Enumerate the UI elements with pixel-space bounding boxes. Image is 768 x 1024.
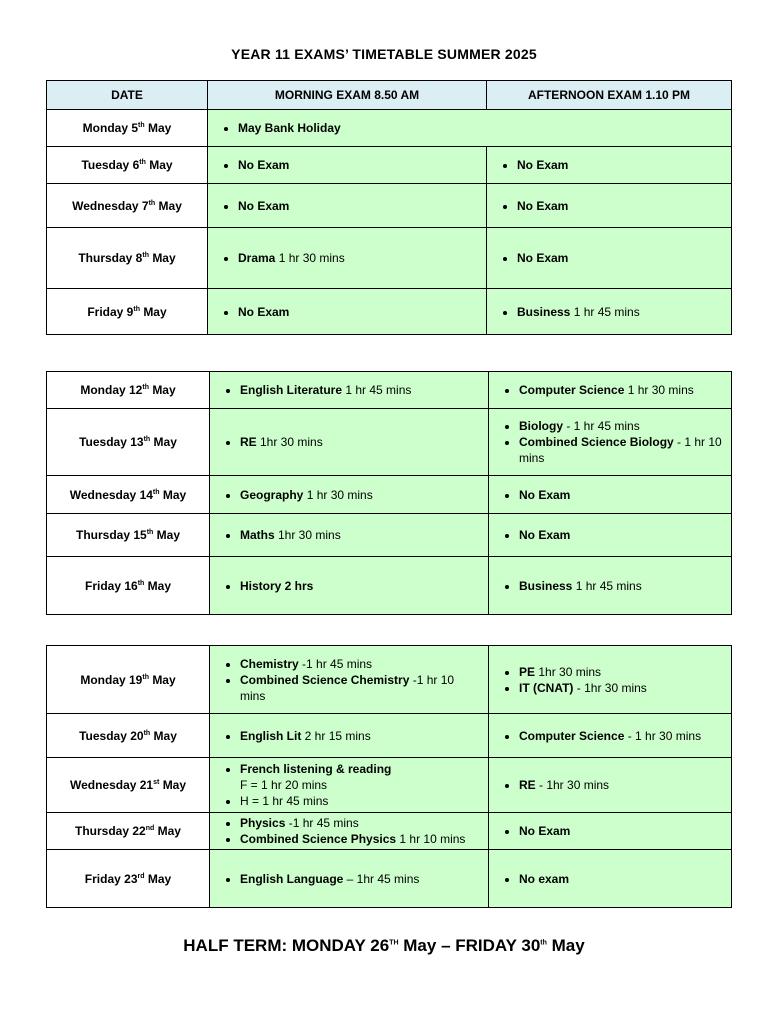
month-label: May <box>157 824 181 838</box>
morning-cell <box>210 557 489 615</box>
month-label: May <box>162 778 187 792</box>
day-label: Tuesday 20 <box>79 728 144 743</box>
timetable-row <box>47 289 732 335</box>
exam-entry <box>240 815 480 831</box>
exam-entry <box>519 527 723 543</box>
date-cell <box>47 813 210 850</box>
subject: Business <box>519 578 573 593</box>
day-suffix: th <box>152 488 160 496</box>
exam-entry <box>238 250 478 266</box>
morning-cell <box>208 289 487 335</box>
morning-cell <box>210 758 489 813</box>
timetable-row <box>47 110 732 147</box>
day-suffix: nd <box>145 825 155 832</box>
half-term-note: HALF TERM: MONDAY 26TH May – FRIDAY 30th May <box>183 936 585 955</box>
exam-entry <box>519 728 723 744</box>
subject: No Exam <box>519 528 571 542</box>
morning-header: MORNING EXAM 8.50 AM <box>208 81 487 110</box>
week-3-table <box>46 645 732 908</box>
day-suffix: th <box>137 579 145 587</box>
exam-list <box>495 157 723 173</box>
day-label: Monday 19 <box>80 672 143 687</box>
morning-cell <box>210 476 489 514</box>
day-label: Wednesday 14 <box>69 487 153 502</box>
exam-list <box>495 250 723 266</box>
timetable-row <box>47 228 732 289</box>
date-cell <box>47 646 210 714</box>
afternoon-cell <box>487 228 732 289</box>
afternoon-cell <box>487 289 732 335</box>
exam-list <box>216 304 478 320</box>
month-label: May <box>152 251 176 265</box>
exam-entry <box>240 672 480 704</box>
subject: Physics <box>240 816 286 830</box>
exam-entry <box>240 434 480 450</box>
day-suffix: th <box>146 529 154 536</box>
exam-list <box>216 250 478 266</box>
date-cell <box>47 557 210 615</box>
timetable-row <box>47 758 732 813</box>
day-suffix: th <box>142 673 149 681</box>
duration: – 1hr 45 mins <box>343 871 420 886</box>
day-label: Tuesday 13 <box>79 435 144 449</box>
week-1-table <box>46 80 732 335</box>
day-suffix: st <box>153 779 160 786</box>
subject: No Exam <box>517 198 569 213</box>
day-label: Monday 12 <box>80 383 143 397</box>
day-label: Thursday 8 <box>78 251 143 265</box>
date-cell <box>47 372 210 409</box>
subject: English Literature <box>240 383 343 397</box>
day-suffix: th <box>142 252 149 259</box>
subject: No Exam <box>238 158 290 172</box>
morning-cell <box>208 147 487 184</box>
exam-entry <box>238 304 478 320</box>
exam-list <box>497 418 723 466</box>
duration: 1 hr 45 mins <box>570 304 640 319</box>
exam-list <box>495 198 723 214</box>
subject: May Bank Holiday <box>238 121 341 135</box>
afternoon-cell <box>489 714 732 758</box>
subject: English Language <box>240 871 344 886</box>
day-label: Friday 23 <box>84 871 138 886</box>
exam-entry <box>240 728 480 744</box>
timetable-row <box>47 476 732 514</box>
exam-entry <box>240 831 480 847</box>
exam-entry <box>519 680 723 696</box>
month-label: May <box>153 435 177 449</box>
month-label: May <box>147 871 172 886</box>
date-cell <box>47 110 208 147</box>
exam-list <box>216 120 723 136</box>
date-cell <box>47 289 208 335</box>
exam-entry <box>240 578 480 594</box>
duration: 1 hr 30 mins <box>275 251 345 265</box>
exam-list <box>218 728 480 744</box>
exam-list <box>216 198 478 214</box>
month-label: May <box>143 304 167 319</box>
duration: - 1 hr 45 mins <box>563 419 640 433</box>
day-suffix: th <box>143 729 151 737</box>
exam-entry <box>240 793 480 809</box>
exam-entry <box>519 578 723 594</box>
exam-entry <box>519 664 723 680</box>
day-suffix: rd <box>137 872 145 880</box>
subject: Geography <box>240 487 304 502</box>
exam-entry <box>517 250 723 266</box>
duration: - 1hr 30 mins <box>573 680 647 695</box>
subject: No exam <box>519 871 570 886</box>
afternoon-cell <box>489 409 732 476</box>
exam-list <box>218 761 480 809</box>
subject: French listening & reading <box>240 762 392 776</box>
day-label: Friday 9 <box>87 304 134 319</box>
timetable-row <box>47 714 732 758</box>
morning-cell <box>210 813 489 850</box>
month-label: May <box>153 728 177 743</box>
exam-list <box>497 487 723 503</box>
afternoon-cell <box>489 557 732 615</box>
afternoon-cell <box>489 758 732 813</box>
exam-entry <box>517 198 723 214</box>
afternoon-cell <box>489 372 732 409</box>
subject: PE <box>519 664 536 679</box>
exam-entry <box>240 871 480 887</box>
subject: History 2 hrs <box>240 578 314 593</box>
day-label: Wednesday 21 <box>69 778 154 792</box>
day-suffix: th <box>139 159 146 166</box>
subject: No Exam <box>517 158 569 172</box>
afternoon-cell <box>489 514 732 557</box>
exam-list <box>218 487 480 503</box>
duration: - 1 hr 30 mins <box>624 728 702 743</box>
date-header: DATE <box>47 81 208 110</box>
timetable-row <box>47 147 732 184</box>
timetable-row <box>47 184 732 228</box>
duration: 1 hr 10 mins <box>396 832 466 846</box>
day-suffix: th <box>142 384 149 391</box>
exam-list <box>218 578 480 594</box>
day-suffix: th <box>148 199 156 207</box>
exam-list <box>218 382 480 398</box>
month-label: May <box>152 672 176 687</box>
date-cell <box>47 758 210 813</box>
month-label: May <box>162 487 187 502</box>
timetable-row <box>47 514 732 557</box>
morning-cell <box>210 714 489 758</box>
day-suffix: th <box>138 122 145 129</box>
exam-entry <box>519 487 723 503</box>
exam-entry <box>240 761 480 793</box>
duration: H = 1 hr 45 mins <box>240 794 329 808</box>
date-cell <box>47 714 210 758</box>
duration: 1hr 30 mins <box>535 664 602 679</box>
subject: No Exam <box>517 251 569 265</box>
exam-list <box>497 382 723 398</box>
exam-list <box>497 728 723 744</box>
afternoon-cell <box>489 646 732 714</box>
date-cell <box>47 476 210 514</box>
exam-list <box>218 871 480 887</box>
subject: Computer Science <box>519 383 625 397</box>
exam-entry <box>517 304 723 320</box>
subject: RE <box>240 435 257 449</box>
duration: 1hr 30 mins <box>256 435 323 449</box>
duration: 1hr 30 mins <box>274 528 341 542</box>
day-label: Tuesday 6 <box>81 158 140 172</box>
subject: No Exam <box>238 198 290 213</box>
month-label: May <box>158 198 182 213</box>
exam-entry <box>238 157 478 173</box>
exam-list <box>495 304 723 320</box>
subject: Combined Science Chemistry <box>240 672 410 687</box>
timetable-row <box>47 813 732 850</box>
timetable-row <box>47 646 732 714</box>
duration: 1 hr 45 mins <box>572 578 642 593</box>
duration: 1 hr 45 mins <box>342 383 412 397</box>
exam-entry <box>240 382 480 398</box>
exam-entry <box>240 527 480 543</box>
morning-cell <box>210 646 489 714</box>
duration: -1 hr 45 mins <box>285 816 359 830</box>
subject: No Exam <box>519 487 571 502</box>
timetable-row <box>47 372 732 409</box>
morning-cell <box>210 372 489 409</box>
month-label: May <box>149 158 173 172</box>
subject: No Exam <box>519 824 571 838</box>
day-label: Thursday 22 <box>75 824 146 838</box>
afternoon-cell <box>489 813 732 850</box>
exam-list <box>497 578 723 594</box>
subject: No Exam <box>238 304 290 319</box>
duration: F = 1 hr 20 mins <box>240 778 328 792</box>
month-label: May <box>156 528 180 542</box>
day-suffix: th <box>133 305 140 313</box>
date-cell <box>47 514 210 557</box>
exam-list <box>218 527 480 543</box>
exam-entry <box>519 823 723 839</box>
month-label: May <box>147 578 171 593</box>
subject: Chemistry <box>240 656 299 671</box>
subject: Combined Science Physics <box>240 832 397 846</box>
afternoon-cell <box>487 184 732 228</box>
day-label: Thursday 15 <box>76 528 147 542</box>
day-label: Friday 16 <box>85 578 138 593</box>
duration: 1 hr 30 mins <box>624 383 694 397</box>
exam-list <box>216 157 478 173</box>
subject: English Lit <box>240 728 302 743</box>
day-label: Monday 5 <box>82 121 139 135</box>
morning-cell <box>210 514 489 557</box>
exam-entry <box>238 120 723 136</box>
page-title: YEAR 11 EXAMS’ TIMETABLE SUMMER 2025 <box>231 46 537 62</box>
duration: -1 hr 10 mins <box>240 672 455 703</box>
timetable-row <box>47 850 732 908</box>
afternoon-cell <box>489 850 732 908</box>
month-label: May <box>152 383 176 397</box>
subject: Biology <box>519 419 563 433</box>
exam-entry <box>519 871 723 887</box>
date-cell <box>47 409 210 476</box>
subject: Business <box>517 304 571 319</box>
duration: - 1hr 30 mins <box>535 778 610 792</box>
timetable-row <box>47 409 732 476</box>
day-suffix: th <box>143 436 151 443</box>
subject: Computer Science <box>519 728 625 743</box>
exam-list <box>497 527 723 543</box>
timetable-row <box>47 557 732 615</box>
exam-entry <box>519 434 723 466</box>
duration: - 1 hr 10 mins <box>519 435 722 465</box>
subject: IT (CNAT) <box>519 680 574 695</box>
morning-cell <box>210 850 489 908</box>
morning-cell <box>208 228 487 289</box>
day-label: Wednesday 7 <box>72 198 149 213</box>
exam-entry <box>238 198 478 214</box>
duration: -1 hr 45 mins <box>298 656 373 671</box>
subject: Combined Science Biology <box>519 435 674 449</box>
exam-entry <box>519 777 723 793</box>
subject: RE <box>519 778 536 792</box>
morning-cell <box>208 184 487 228</box>
exam-list <box>218 434 480 450</box>
afternoon-cell <box>489 476 732 514</box>
date-cell <box>47 147 208 184</box>
exam-list <box>497 871 723 887</box>
exam-list <box>497 777 723 793</box>
exam-list <box>497 823 723 839</box>
week-2-table <box>46 371 732 615</box>
month-label: May <box>147 121 172 135</box>
afternoon-header: AFTERNOON EXAM 1.10 PM <box>487 81 732 110</box>
date-cell <box>47 228 208 289</box>
date-cell <box>47 184 208 228</box>
exam-entry <box>519 382 723 398</box>
subject: Drama <box>238 251 276 265</box>
exam-entry <box>240 656 480 672</box>
exam-list <box>218 815 480 847</box>
duration: 2 hr 15 mins <box>301 728 371 743</box>
morning-cell <box>208 110 732 147</box>
exam-entry <box>519 418 723 434</box>
morning-cell <box>210 409 489 476</box>
subject: Maths <box>240 528 275 542</box>
duration: 1 hr 30 mins <box>303 487 373 502</box>
afternoon-cell <box>487 147 732 184</box>
exam-entry <box>517 157 723 173</box>
exam-list <box>218 656 480 704</box>
date-cell <box>47 850 210 908</box>
exam-entry <box>240 487 480 503</box>
exam-list <box>497 664 723 696</box>
